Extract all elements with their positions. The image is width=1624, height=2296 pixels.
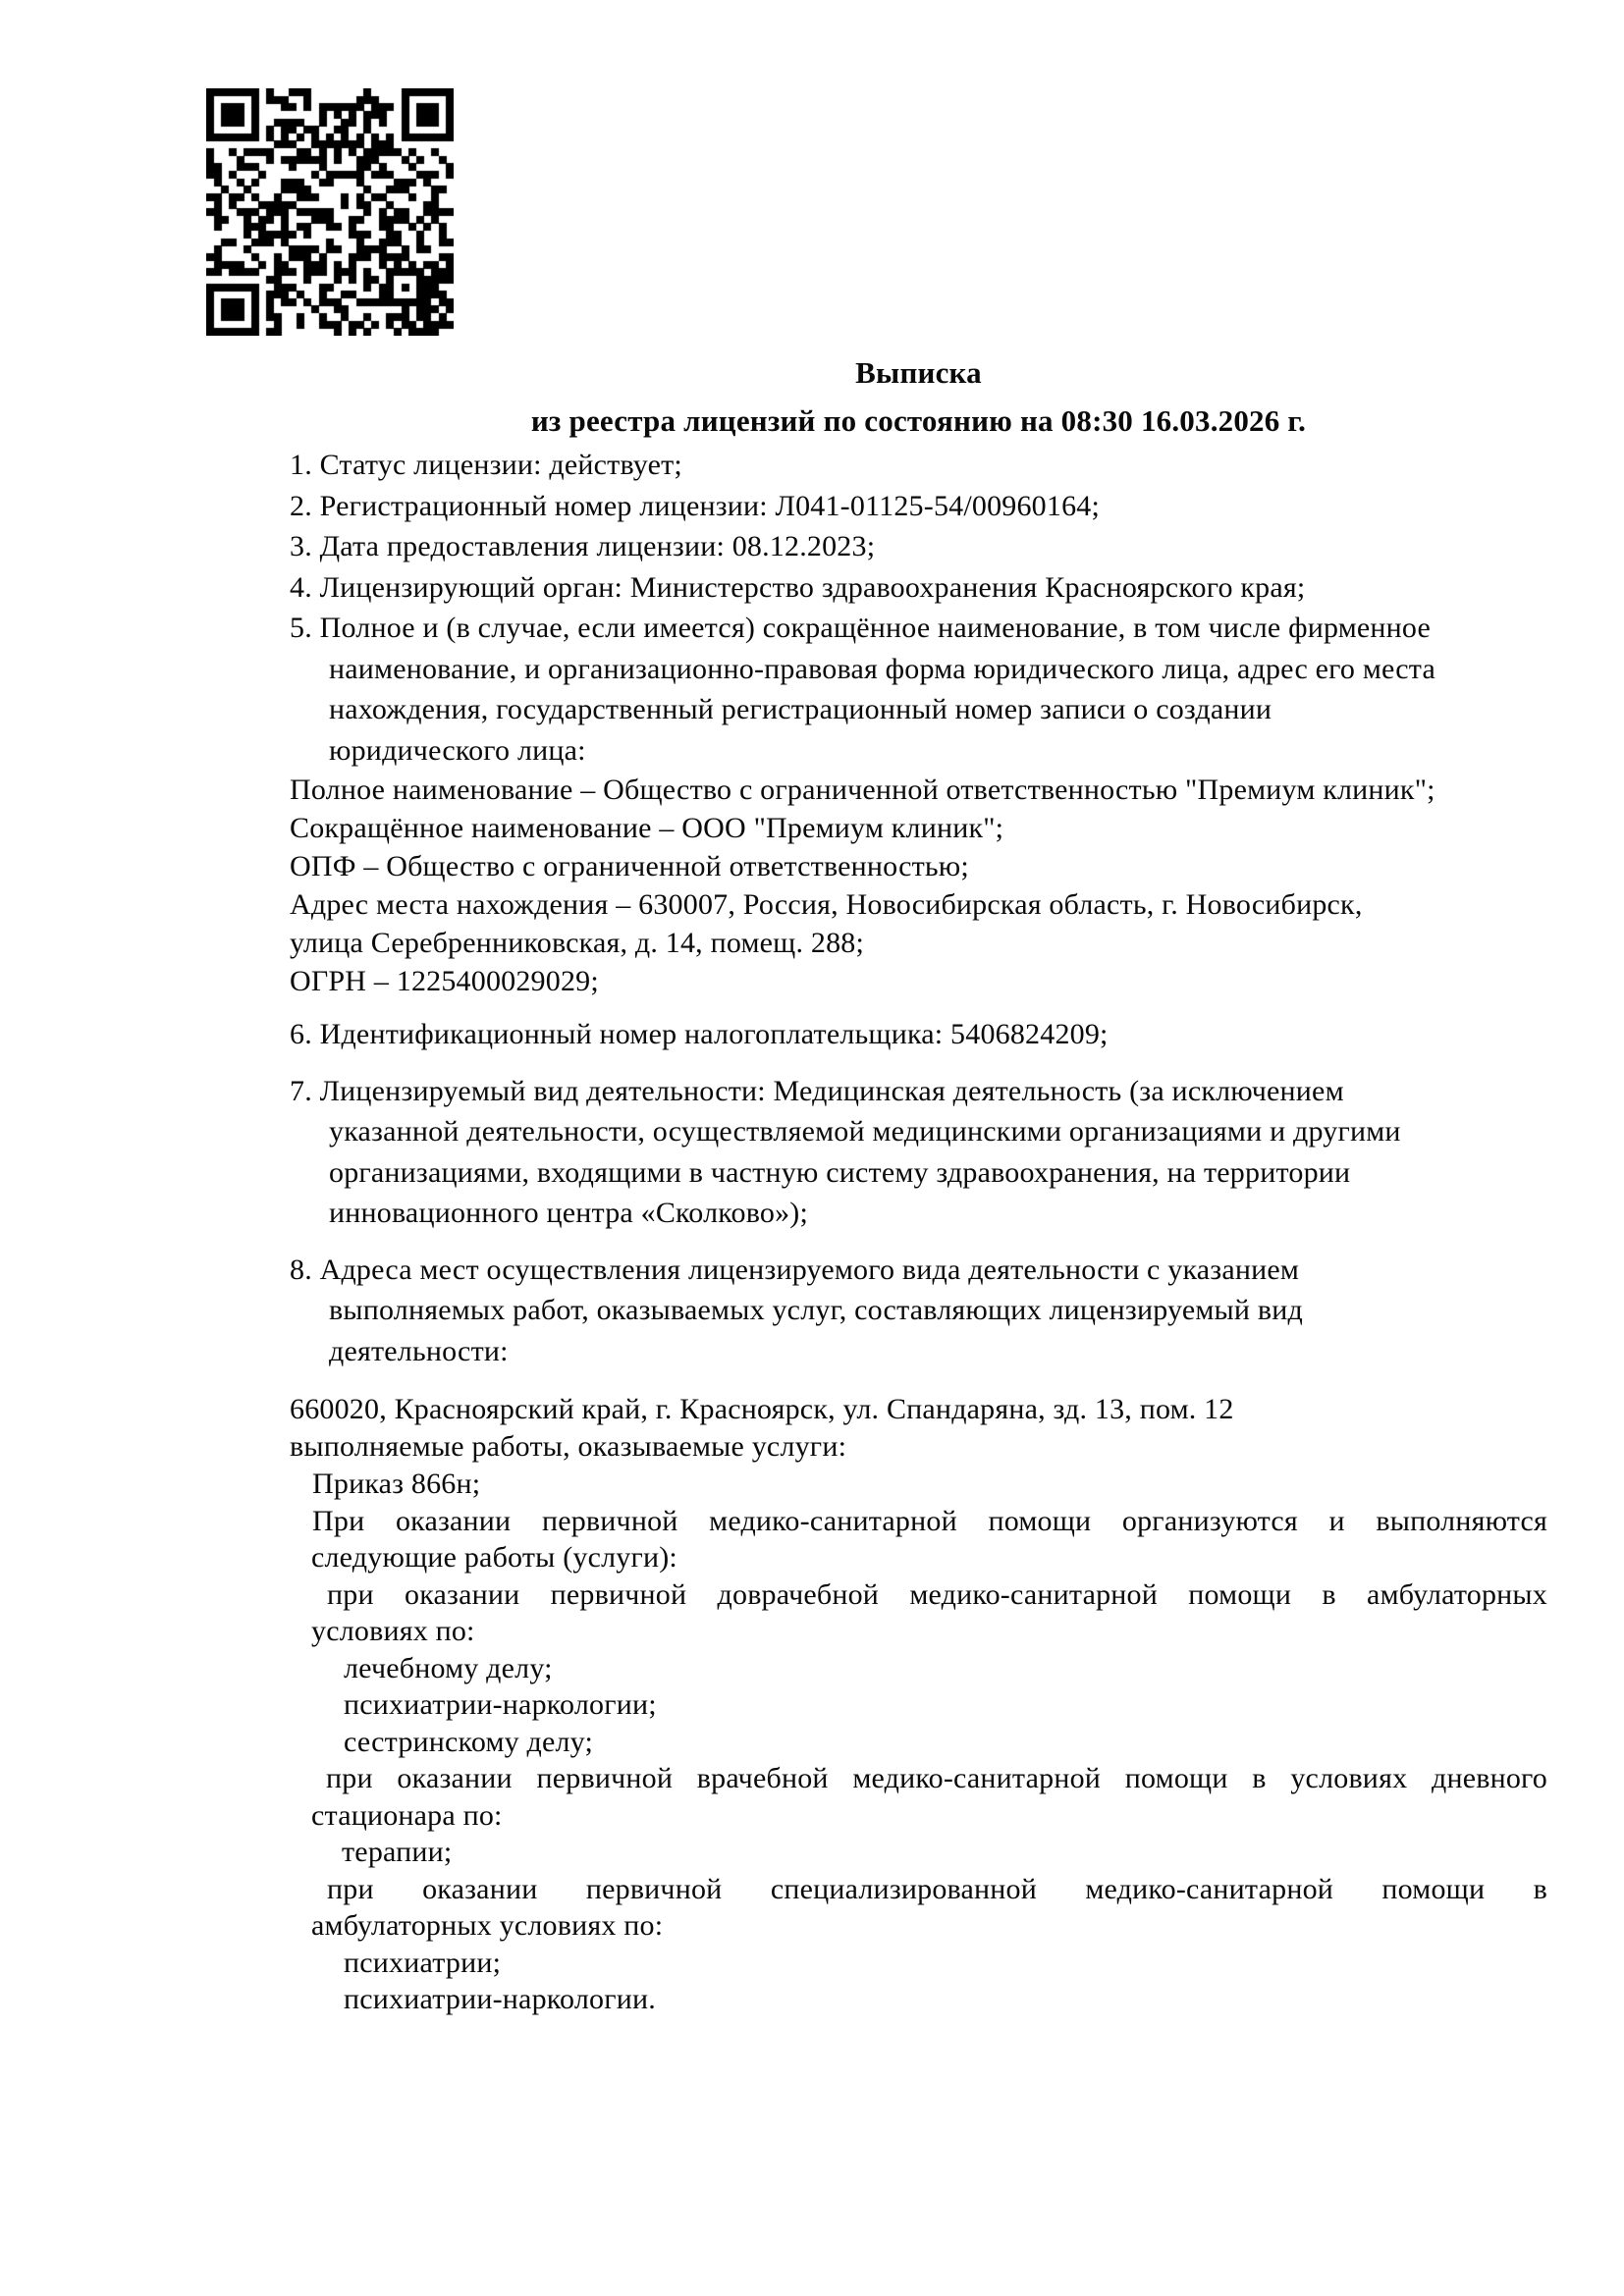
text-line: 5. Полное и (в случае, если имеется) сокращённое наименование, в том числе фирменное <box>290 612 1432 644</box>
document-title-line: Выписка <box>855 355 982 390</box>
text-line: деятельности: <box>329 1334 509 1367</box>
text-line: 1. Статус лицензии: действует; <box>290 449 682 481</box>
text-line: терапии; <box>342 1836 453 1868</box>
text-line: условиях по: <box>311 1615 475 1647</box>
text-line: юридического лица: <box>329 733 586 767</box>
text-line: наименование, и организационно-правовая форма юридического лица, адрес его места <box>329 652 1435 685</box>
text-line: психиатрии-наркологии; <box>344 1688 657 1721</box>
text-line: Приказ 866н; <box>312 1468 481 1500</box>
text-line: Адрес места нахождения – 630007, Россия, Новосибирская область, г. Новосибирск, <box>290 888 1363 921</box>
text-line: психиатрии-наркологии. <box>344 1983 656 2015</box>
text-line: следующие работы (услуги): <box>311 1541 677 1574</box>
text-line: при оказании первичной доврачебной медико-санитарной помощи в амбулаторных <box>327 1577 1547 1611</box>
text-line: указанной деятельности, осуществляемой медицинскими организациями и другими <box>329 1115 1401 1148</box>
text-line: при оказании первичной врачебной медико-санитарной помощи в условиях дневного <box>326 1762 1547 1794</box>
text-line: при оказании первичной специализированной медико-санитарной помощи в <box>327 1872 1547 1905</box>
text-line: лечебному делу; <box>344 1651 553 1684</box>
text-line: выполняемые работы, оказываемые услуги: <box>290 1430 847 1463</box>
text-line: инновационного центра «Сколково»); <box>329 1197 809 1229</box>
text-line: нахождения, государственный регистрационный номер записи о создании <box>329 693 1272 725</box>
text-line: стационара по: <box>311 1798 503 1832</box>
text-line: организациями, входящими в частную систему здравоохранения, на территории <box>329 1155 1351 1189</box>
text-line: Полное наименование – Общество с ограниченной ответственностью "Премиум клиник"; <box>290 774 1435 806</box>
text-line: ОГРН – 1225400029029; <box>290 965 599 997</box>
text-line: 6. Идентификационный номер налогоплательщика: 5406824209; <box>290 1018 1109 1050</box>
text-line: 4. Лицензирующий орган: Министерство здравоохранения Красноярского края; <box>290 570 1306 604</box>
text-line: психиатрии; <box>344 1946 502 1979</box>
document-title-line: из реестра лицензий по состоянию на 08:30 16.03.2026 г. <box>530 403 1307 438</box>
text-line: выполняемых работ, оказываемых услуг, составляющих лицензируемый вид <box>329 1294 1303 1326</box>
text-line: При оказании первичной медико-санитарной помощи организуются и выполняются <box>312 1504 1547 1537</box>
text-line: 2. Регистрационный номер лицензии: Л041-01125-54/00960164; <box>290 489 1101 522</box>
text-line: 7. Лицензируемый вид деятельности: Медицинская деятельность (за исключением <box>290 1074 1344 1107</box>
text-line: Сокращённое наименование – ООО "Премиум клиник"; <box>290 812 1004 844</box>
license-extract-text <box>290 348 1547 2018</box>
text-line: 3. Дата предоставления лицензии: 08.12.2023; <box>290 530 876 562</box>
text-line: 8. Адреса мест осуществления лицензируемого вида деятельности с указанием <box>290 1253 1300 1286</box>
text-line: сестринскому делу; <box>344 1725 594 1758</box>
text-line: 660020, Красноярский край, г. Красноярск, ул. Спандаряна, зд. 13, пом. 12 <box>290 1393 1234 1425</box>
text-line: ОПФ – Общество с ограниченной ответственностью; <box>290 850 969 882</box>
text-line: амбулаторных условиях по: <box>311 1909 664 1942</box>
qr-code <box>206 88 454 336</box>
text-line: улица Серебренниковская, д. 14, помещ. 288; <box>290 927 865 959</box>
